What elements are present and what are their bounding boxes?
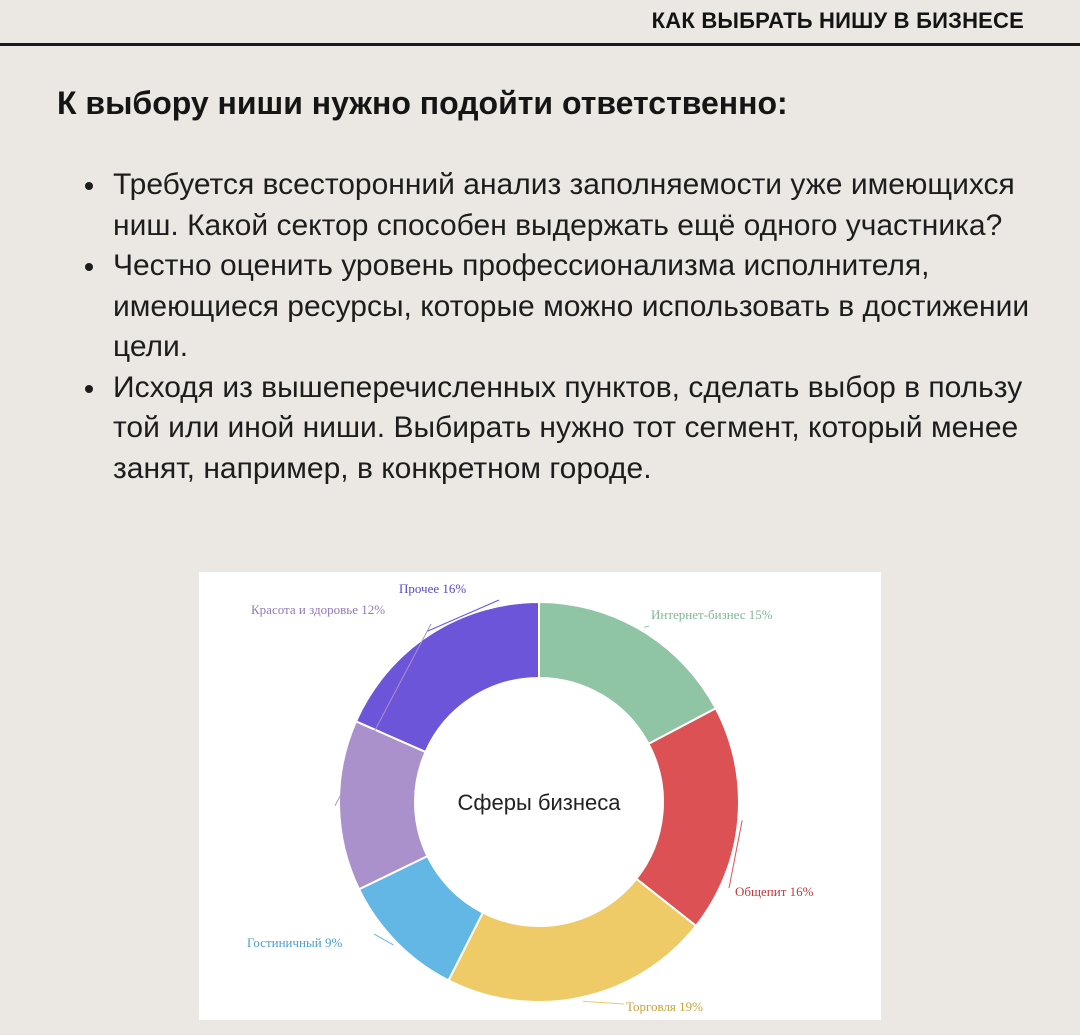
donut-chart [199, 572, 881, 1020]
bullet-icon [85, 182, 93, 190]
bullet-icon [85, 263, 93, 271]
donut-chart-panel [199, 572, 881, 1020]
bullet-icon [85, 385, 93, 393]
slice-label: Торговля 19% [626, 999, 703, 1014]
donut-slice [356, 602, 539, 752]
slice-label: Гостиничный 9% [247, 935, 343, 950]
bullet-item [77, 165, 1057, 246]
page-heading: К выбору ниши нужно подойти ответственно: [57, 85, 788, 121]
bullet-text: Требуется всесторонний анализ заполняемости уже имеющихся ниш. Какой сектор способен выдержать ещё одного участника? [113, 168, 1015, 242]
donut-slice [449, 879, 696, 1002]
bullet-item [77, 246, 1057, 368]
bullet-text: Исходя из вышеперечисленных пунктов, сделать выбор в пользу той или иной ниши. Выбирать нужно тот сегмент, который менее занят, например, в конкретном городе. [113, 370, 1023, 485]
chart-center-label: Сферы бизнеса [457, 790, 621, 815]
slice-label: Общепит 16% [735, 884, 814, 899]
slice-label: Прочее 16% [399, 581, 467, 596]
header-divider [0, 43, 1080, 46]
bullet-list [77, 165, 1057, 489]
leader-line [644, 626, 649, 627]
leader-line [583, 1001, 624, 1004]
bullet-item [77, 368, 1057, 490]
slice-label: Интернет-бизнес 15% [651, 607, 773, 622]
slice-label: Красота и здоровье 12% [251, 602, 386, 617]
bullet-text: Честно оценить уровень профессионализма исполнителя, имеющиеся ресурсы, которые можно использовать в достижении цели. [113, 249, 1030, 363]
header-title: КАК ВЫБРАТЬ НИШУ В БИЗНЕСЕ [651, 8, 1024, 33]
